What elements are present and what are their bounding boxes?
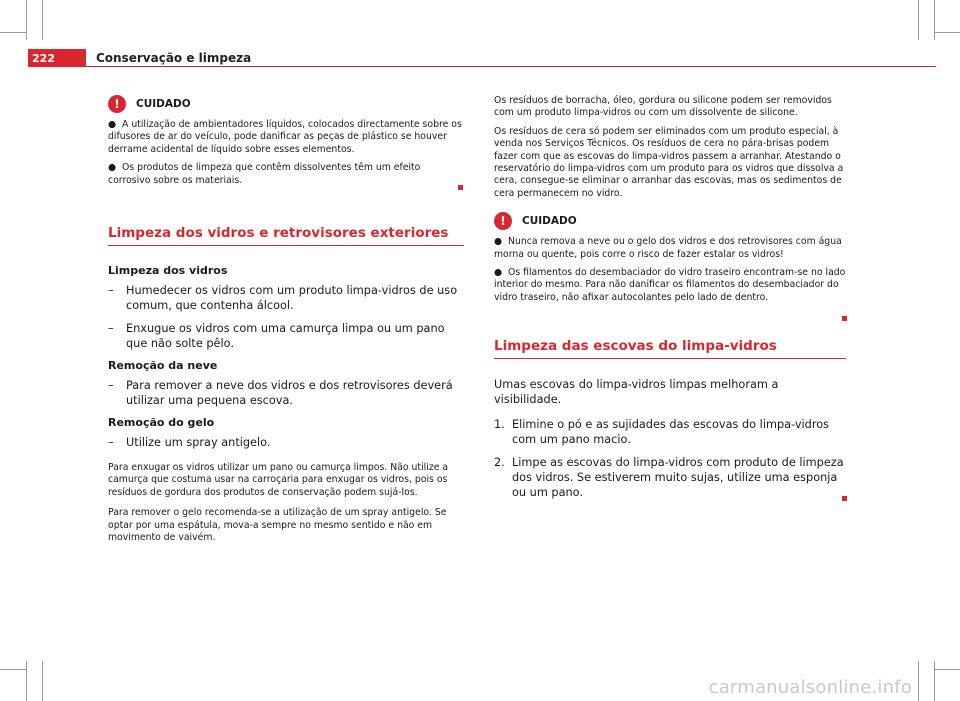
bullet-icon: ●	[108, 119, 117, 130]
watermark: carmanualsonline.info	[708, 677, 912, 698]
crop-mark	[0, 32, 26, 33]
caution-item: ● A utilização de ambientadores líquidos, colocados directamente sobre os difusores de ar do veículo, pode danificar as peças de plástico se houver derrame acidental de líquido sobre esses elementos.	[108, 119, 462, 155]
crop-mark	[934, 661, 935, 701]
list-item: – Enxugue os vidros com uma camurça limpa ou um pano que não solte pêlo.	[108, 322, 445, 351]
header-rule	[86, 66, 936, 67]
list-item: 1. Elimine o pó e as sujidades das escovas do limpa-vidros com um pano macio.	[494, 418, 830, 447]
caution-item: ● Os produtos de limpeza que contêm dissolventes têm um efeito corrosivo sobre os materiais.	[108, 162, 421, 186]
section-title: Limpeza das escovas do limpa-vidros	[494, 338, 846, 359]
intro-paragraph: Umas escovas do limpa-vidros limpas melhoram a visibilidade.	[494, 378, 779, 407]
crop-mark	[42, 661, 43, 701]
crop-mark	[934, 0, 935, 40]
list-item: – Humedecer os vidros com um produto limpa-vidros de uso comum, que contenha álcool.	[108, 284, 458, 313]
bullet-icon: ●	[494, 267, 503, 279]
caution-title: CUIDADO	[522, 215, 577, 228]
note-paragraph: Para remover o gelo recomenda-se a utilização de um spray antigelo. Se optar por uma espátula, mova-a sempre no mesmo sentido e não em movimento de vaivém.	[108, 507, 447, 544]
dash-icon: –	[108, 322, 114, 336]
bullet-icon: ●	[494, 236, 503, 248]
crop-mark	[26, 661, 27, 701]
paragraph: Os resíduos de cera só podem ser eliminados com um produto especial, à venda nos Serviços Técnicos. Os resíduos de cera no pára-brisas podem fazer com que as escovas do limpa-vidros passem a arranhar. Atestando o reservatório do limpa-vidros com um produto para os vidros que dissolva a cera, consegue-se eliminar o arranhar das escovas, mas os sedimentos de cera permanecem no vidro.	[494, 125, 844, 199]
bullet-icon: ●	[108, 162, 117, 174]
list-item: 2. Limpe as escovas do limpa-vidros com produto de limpeza dos vidros. Se estiverem muito sujas, utilize uma esponja ou um pano.	[494, 456, 844, 500]
crop-mark	[918, 661, 919, 701]
paragraph: Os resíduos de borracha, óleo, gordura ou silicone podem ser removidos com um produto limpa-vidros ou com um dissolvente de silicone.	[494, 95, 832, 119]
section-title: Limpeza dos vidros e retrovisores exteriores	[108, 225, 464, 246]
crop-mark	[42, 0, 43, 40]
list-item: – Para remover a neve dos vidros e dos retrovisores deverá utilizar uma pequena escova.	[108, 379, 453, 408]
caution-heading	[494, 212, 846, 230]
crop-mark	[934, 669, 960, 670]
dash-icon: –	[108, 284, 114, 298]
list-item: – Utilize um spray antigelo.	[108, 436, 271, 450]
left-column	[108, 95, 464, 550]
step-number: 1.	[494, 418, 505, 432]
subheading: Limpeza dos vidros	[108, 264, 228, 278]
warning-icon: !	[108, 95, 126, 113]
crop-mark	[0, 669, 26, 670]
page-number: 222	[28, 49, 86, 67]
note-paragraph: Para enxugar os vidros utilizar um pano ou camurça limpos. Não utilize a camurça que costuma usar na carroçaria para enxugar os vidros, pois os resíduos de gordura dos produtos de conservação podem sujá-los.	[108, 462, 449, 498]
right-column	[494, 95, 846, 508]
caution-title: CUIDADO	[136, 98, 191, 110]
warning-icon: !	[494, 212, 512, 230]
step-number: 2.	[494, 456, 505, 470]
crop-mark	[918, 0, 919, 40]
dash-icon: –	[108, 379, 114, 393]
subheading: Remoção do gelo	[108, 416, 215, 430]
dash-icon: –	[108, 436, 114, 450]
caution-heading	[108, 95, 464, 113]
crop-mark	[934, 32, 960, 33]
crop-mark	[26, 0, 27, 40]
caution-item: ● Nunca remova a neve ou o gelo dos vidros e dos retrovisores com água morna ou quente, pois corre o risco de fazer estalar os vidros!	[494, 236, 842, 260]
caution-item: ● Os filamentos do desembaciador do vidro traseiro encontram-se no lado interior do mesmo. Para não danificar os filamentos do desembaciador do vidro traseiro, não afixar autocolantes pelo lado de dentro.	[494, 267, 846, 303]
subheading: Remoção da neve	[108, 359, 218, 373]
running-header-title: Conservação e limpeza	[96, 51, 252, 65]
section-end-marker	[458, 185, 463, 190]
section-end-marker	[842, 496, 847, 501]
section-end-marker	[842, 316, 847, 321]
